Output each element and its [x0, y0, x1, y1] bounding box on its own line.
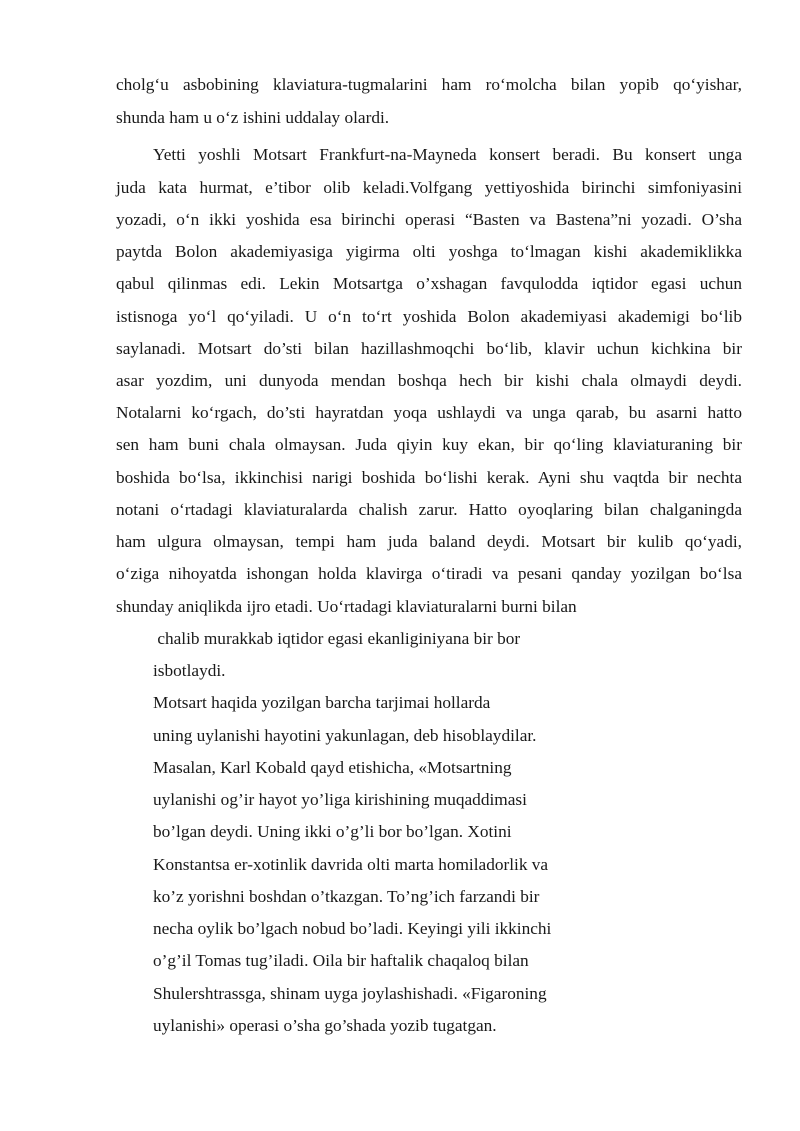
text-line: boshida bo‘lsa, ikkinchisi narigi boshida bo‘lishi kerak. Ayni shu vaqtda bir nechta [116, 468, 742, 487]
text-line: bo’lgan deydi. Uning ikki o’g’li bor bo’lgan. Xotini [153, 822, 512, 841]
text-line: isbotlaydi. [153, 661, 226, 680]
text-line: shunda ham u o‘z ishini uddalay olardi. [116, 108, 390, 127]
text-line: Konstantsa er-xotinlik davrida olti marta homiladorlik va [153, 855, 549, 874]
text-line: o‘ziga nihoyatda ishongan holda klavirga o‘tiradi va pesani qanday yozilgan bo‘lsa [116, 564, 742, 583]
text-line: uning uylanishi hayotini yakunlagan, deb hisoblaydilar. [153, 726, 537, 745]
text-line: ko’z yorishni boshdan o’tkazgan. To’ng’ich farzandi bir [153, 887, 540, 906]
text-line: juda kata hurmat, e’tibor olib keladi.Volfgang yettiyoshida birinchi simfoniyasini [116, 178, 742, 197]
text-line: asar yozdim, uni dunyoda mendan boshqa hech bir kishi chala olmaydi deydi. [116, 371, 742, 390]
text-line: o’g’il Tomas tug’iladi. Oila bir haftalik chaqaloq bilan [153, 951, 529, 970]
text-line: uylanishi og’ir hayot yo’liga kirishining muqaddimasi [153, 790, 527, 809]
text-line: cholg‘u asbobining klaviatura-tugmalarini ham ro‘molcha bilan yopib qo‘yishar, [116, 75, 742, 94]
text-line: Masalan, Karl Kobald qayd etishicha, «Motsartning [153, 758, 512, 777]
text-line: Notalarni ko‘rgach, do’sti hayratdan yoqa ushlaydi va unga qarab, bu asarni hatto [116, 403, 742, 422]
text-line: necha oylik bo’lgach nobud bo’ladi. Keyingi yili ikkinchi [153, 919, 552, 938]
text-line: Motsart haqida yozilgan barcha tarjimai hollarda [153, 693, 491, 712]
text-line: qabul qilinmas edi. Lekin Motsartga o’xshagan favqulodda iqtidor egasi uchun [116, 274, 742, 293]
text-line: sen ham buni chala olmaysan. Juda qiyin kuy ekan, bir qo‘ling klaviaturaning bir [116, 435, 742, 454]
text-line: uylanishi» operasi o’sha go’shada yozib tugatgan. [153, 1016, 497, 1035]
text-line: Shulershtrassga, shinam uyga joylashishadi. «Figaroning [153, 984, 547, 1003]
text-line: paytda Bolon akademiyasiga yigirma olti yoshga to‘lmagan kishi akademiklikka [116, 242, 742, 261]
text-line: istisnoga yo‘l qo‘yiladi. U o‘n to‘rt yoshida Bolon akademiyasi akademigi bo‘lib [116, 307, 742, 326]
text-line: yozadi, o‘n ikki yoshida esa birinchi operasi “Basten va Bastena”ni yozadi. O’sha [116, 210, 742, 229]
text-line: chalib murakkab iqtidor egasi ekanliginiyana bir bor [153, 629, 521, 648]
text-line: shunday aniqlikda ijro etadi. Uo‘rtadagi klaviaturalarni burni bilan [116, 597, 577, 616]
text-line: notani o‘rtadagi klaviaturalarda chalish zarur. Hatto oyoqlaring bilan chalganingda [116, 500, 742, 519]
text-line: saylanadi. Motsart do’sti bilan hazillashmoqchi bo‘lib, klavir uchun kichkina bir [116, 339, 742, 358]
text-line: ham ulgura olmaysan, tempi ham juda baland deydi. Motsart bir kulib qo‘yadi, [116, 532, 742, 551]
paragraph-first-line: Yetti yoshli Motsart Frankfurt-na-Mayneda konsert beradi. Bu konsert unga [153, 145, 742, 164]
